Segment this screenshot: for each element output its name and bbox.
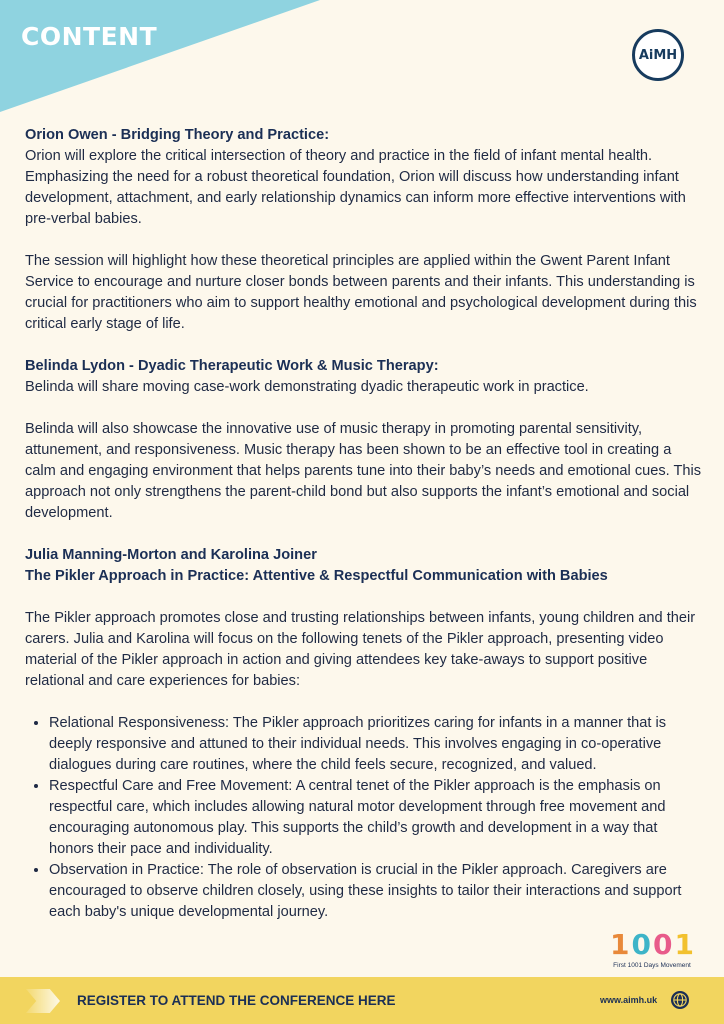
pikler-title-heading: The Pikler Approach in Practice: Attentive & Respectful Communication with Babies (25, 568, 608, 584)
orion-paragraph-1: Orion will explore the critical intersection of theory and practice in the field of infant mental health. Emphasizing the need for a robust theoretical foundation, Orion will discuss how understanding infant development, attachment, and early relationship dynamics can inform more effective interventions with pre-verbal babies. (25, 148, 686, 227)
footer-bar (0, 977, 724, 1024)
list-item: • Relational Responsiveness: The Pikler approach prioritizes caring for infants in a manner that is deeply responsive and attuned to their individual needs. This involves engaging in co-operative dialogues during care routines, where the child feels secure, recognized, and valued. (49, 713, 705, 776)
website-link[interactable]: www.aimh.uk (600, 995, 658, 1005)
belinda-paragraph-1: Belinda will share moving case-work demonstrating dyadic therapeutic work in practice. (25, 379, 589, 395)
pikler-tenets-list (25, 713, 705, 923)
orion-paragraph-2: The session will highlight how these theoretical principles are applied within the Gwent Parent Infant Service to encourage and nurture closer bonds between parents and their infants. This understanding is crucial for practitioners who aim to support healthy emotional and psychological development during this critical early stage of life. (25, 253, 697, 332)
badge-digit: 1 (610, 928, 630, 961)
register-link[interactable]: REGISTER TO ATTEND THE CONFERENCE HERE (77, 993, 396, 1008)
globe-icon[interactable] (670, 990, 690, 1010)
pikler-presenters-heading: Julia Manning-Morton and Karolina Joiner (25, 547, 317, 563)
pikler-intro: The Pikler approach promotes close and trusting relationships between infants, young children and their carers. Julia and Karolina will focus on the following tenets of the Pikler approach, presenting video material of the Pikler approach in action and giving attendees key take-aways to support positive relational and care experiences for babies: (25, 610, 696, 689)
belinda-paragraph-2: Belinda will also showcase the innovative use of music therapy in promoting parental sensitivity, attunement, and responsiveness. Music therapy has been shown to be an effective tool in creating a calm and engaging environment that helps parents tune into their baby’s needs and emotional cues. This approach not only strengthens the parent-child bond but also supports the infant’s emotional and social development. (25, 421, 702, 521)
main-content (25, 125, 705, 923)
badge-digit: 1 (674, 928, 694, 961)
badge-digit: 0 (653, 928, 673, 961)
list-item: • Respectful Care and Free Movement: A central tenet of the Pikler approach is the emphasis on respectful care, which includes allowing natural motor development through free movement and encouraging autonomous play. This supports the child’s growth and development in a way that honors their pace and individuality. (49, 776, 705, 860)
aimh-logo (632, 29, 684, 81)
belinda-heading: Belinda Lydon - Dyadic Therapeutic Work & Music Therapy: (25, 358, 439, 374)
list-item: • Observation in Practice: The role of observation is crucial in the Pikler approach. Caregivers are encouraged to observe children closely, using these insights to tailor their interactions and support each baby's unique developmental journey. (49, 860, 705, 923)
orion-heading: Orion Owen - Bridging Theory and Practice: (25, 127, 330, 143)
page-title: CONTENT (21, 22, 158, 51)
header-corner-shape (0, 0, 320, 112)
first-1001-days-logo (606, 930, 698, 976)
logo-text: AiMH (638, 47, 678, 63)
badge-caption: First 1001 Days Movement (613, 962, 691, 969)
arrow-icon (26, 989, 60, 1013)
badge-digit: 0 (631, 928, 651, 961)
badge-number (606, 930, 698, 960)
